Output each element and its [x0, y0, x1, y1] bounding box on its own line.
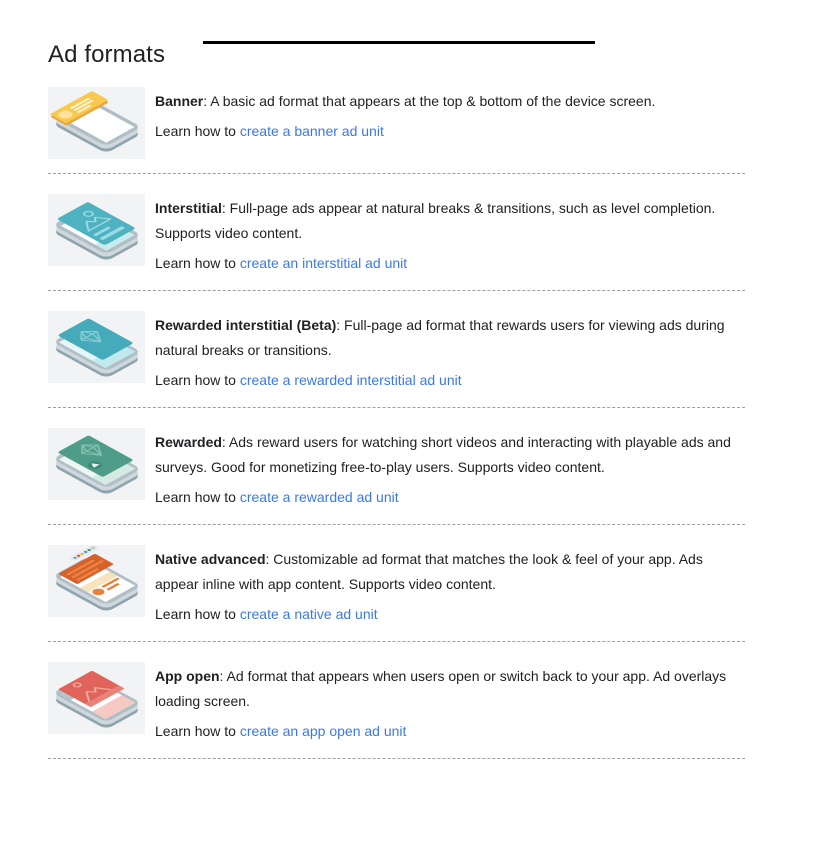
create-banner-ad-unit-link[interactable]: create a banner ad unit	[239, 123, 384, 139]
ad-format-text	[155, 313, 745, 393]
create-app-open-ad-unit-link[interactable]: create an app open ad unit	[239, 723, 407, 739]
ad-format-text	[155, 89, 655, 144]
learn-how-to-text: Learn how to create a rewarded ad unit	[155, 489, 399, 505]
create-rewarded-ad-unit-link[interactable]: create a rewarded ad unit	[239, 489, 399, 505]
top-rule	[203, 41, 595, 44]
ad-format-row-banner	[48, 69, 745, 174]
learn-how-to-text: Learn how to create a native ad unit	[155, 606, 378, 622]
create-native-ad-unit-link[interactable]: create a native ad unit	[239, 606, 378, 622]
ad-format-title: Native advanced	[155, 551, 266, 567]
native-advanced-ad-icon	[48, 545, 145, 617]
ad-formats-list	[48, 69, 745, 759]
learn-how-to-text: Learn how to create an app open ad unit	[155, 723, 407, 739]
interstitial-ad-icon	[48, 194, 145, 266]
ad-format-row-rewarded	[48, 408, 745, 525]
ad-format-description: App open: Ad format that appears when users open or switch back to your app. Ad overlays loading screen.	[155, 668, 727, 709]
create-interstitial-ad-unit-link[interactable]: create an interstitial ad unit	[239, 255, 408, 271]
rewarded-ad-icon	[48, 428, 145, 500]
ad-format-text	[155, 547, 745, 627]
ad-format-row-rewarded-interstitial	[48, 291, 745, 408]
page-title: Ad formats	[48, 41, 166, 68]
ad-format-description: Rewarded interstitial (Beta): Full-page ad format that rewards users for viewing ads during natural breaks or transitions.	[155, 317, 725, 358]
ad-format-text	[155, 196, 745, 276]
ad-formats-section	[0, 41, 817, 759]
banner-ad-icon	[48, 87, 145, 159]
ad-format-title: Interstitial	[155, 200, 222, 216]
ad-format-title: App open	[155, 668, 220, 684]
rewarded-interstitial-ad-icon	[48, 311, 145, 383]
ad-format-row-app-open	[48, 642, 745, 759]
ad-format-title: Banner	[155, 93, 204, 109]
ad-format-description: Interstitial: Full-page ads appear at natural breaks & transitions, such as level completion. Supports video content.	[155, 200, 716, 241]
learn-how-to-text: Learn how to create an interstitial ad unit	[155, 255, 408, 271]
ad-format-description: Native advanced: Customizable ad format that matches the look & feel of your app. Ads appear inline with app content. Supports video content.	[155, 551, 703, 592]
create-rewarded-interstitial-ad-unit-link[interactable]: create a rewarded interstitial ad unit	[239, 372, 462, 388]
ad-format-row-native-advanced	[48, 525, 745, 642]
ad-format-description: Rewarded: Ads reward users for watching short videos and interacting with playable ads and surveys. Good for monetizing free-to-play users. Supports video content.	[155, 434, 731, 475]
ad-format-title: Rewarded interstitial (Beta)	[155, 317, 337, 333]
ad-format-text	[155, 430, 745, 510]
app-open-ad-icon	[48, 662, 145, 734]
ad-format-title: Rewarded	[155, 434, 222, 450]
ad-format-description: Banner: A basic ad format that appears at the top & bottom of the device screen.	[155, 93, 656, 109]
ad-format-row-interstitial	[48, 174, 745, 291]
learn-how-to-text: Learn how to create a rewarded interstitial ad unit	[155, 372, 462, 388]
ad-format-text	[155, 664, 745, 744]
learn-how-to-text: Learn how to create a banner ad unit	[155, 123, 384, 139]
